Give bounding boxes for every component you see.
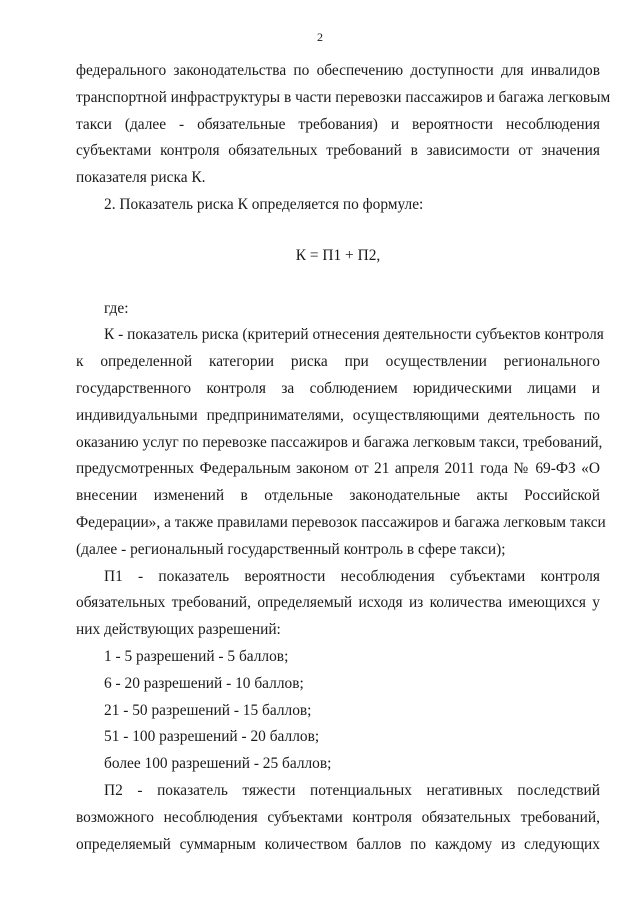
text-line: них действующих разрешений: bbox=[76, 621, 281, 639]
document-body bbox=[76, 58, 611, 858]
text-line: 6 - 20 разрешений - 10 баллов; bbox=[104, 674, 304, 692]
text-line: оказанию услуг по перевозке пассажиров и багажа легковым такси, требований, bbox=[76, 433, 603, 451]
text-line: 21 - 50 разрешений - 15 баллов; bbox=[104, 701, 312, 719]
text-line: возможного несоблюдения субъектами контроля обязательных требований, bbox=[76, 808, 600, 826]
text-line: более 100 разрешений - 25 баллов; bbox=[104, 755, 332, 773]
text-line: обязательных требований, определяемый исходя из количества имеющихся у bbox=[76, 594, 600, 612]
text-line: (далее - региональный государственный контроль в сфере такси); bbox=[76, 540, 506, 558]
text-line: такси (далее - обязательные требования) и вероятности несоблюдения bbox=[76, 115, 600, 133]
text-line: где: bbox=[104, 299, 129, 317]
text-line: определяемый суммарным количеством баллов по каждому из следующих bbox=[76, 835, 600, 853]
text-line: 2. Показатель риска К определяется по формуле: bbox=[104, 195, 424, 213]
text-line: П1 - показатель вероятности несоблюдения субъектами контроля bbox=[104, 567, 600, 585]
paragraph-block-2 bbox=[76, 296, 606, 859]
text-line: индивидуальными предпринимателями, осуществляющими деятельность по bbox=[76, 406, 600, 424]
text-line: К - показатель риска (критерий отнесения деятельности субъектов контроля bbox=[104, 326, 604, 344]
text-line: предусмотренных Федеральным законом от 21 апреля 2011 года № 69-ФЗ «О bbox=[76, 460, 600, 478]
text-line: 1 - 5 разрешений - 5 баллов; bbox=[104, 647, 289, 665]
text-line: показателя риска К. bbox=[76, 169, 206, 187]
text-line: к определенной категории риска при осуществлении регионального bbox=[76, 353, 600, 371]
text-line: федерального законодательства по обеспечению доступности для инвалидов bbox=[76, 62, 600, 79]
text-line: П2 - показатель тяжести потенциальных негативных последствий bbox=[104, 781, 600, 799]
text-line: внесении изменений в отдельные законодательные акты Российской bbox=[76, 487, 600, 505]
risk-formula: К = П1 + П2, bbox=[295, 246, 381, 264]
text-line: Федерации», а также правилами перевозок пассажиров и багажа легковым такси bbox=[76, 513, 606, 531]
text-line: транспортной инфраструктуры в части перевозки пассажиров и багажа легковым bbox=[76, 88, 611, 106]
text-line: субъектами контроля обязательных требований в зависимости от значения bbox=[76, 142, 600, 160]
paragraph-block-1 bbox=[76, 58, 611, 219]
text-line: государственного контроля за соблюдением юридическими лицами и bbox=[76, 379, 600, 397]
text-line: 51 - 100 разрешений - 20 баллов; bbox=[104, 728, 320, 746]
page-number: 2 bbox=[317, 30, 323, 44]
